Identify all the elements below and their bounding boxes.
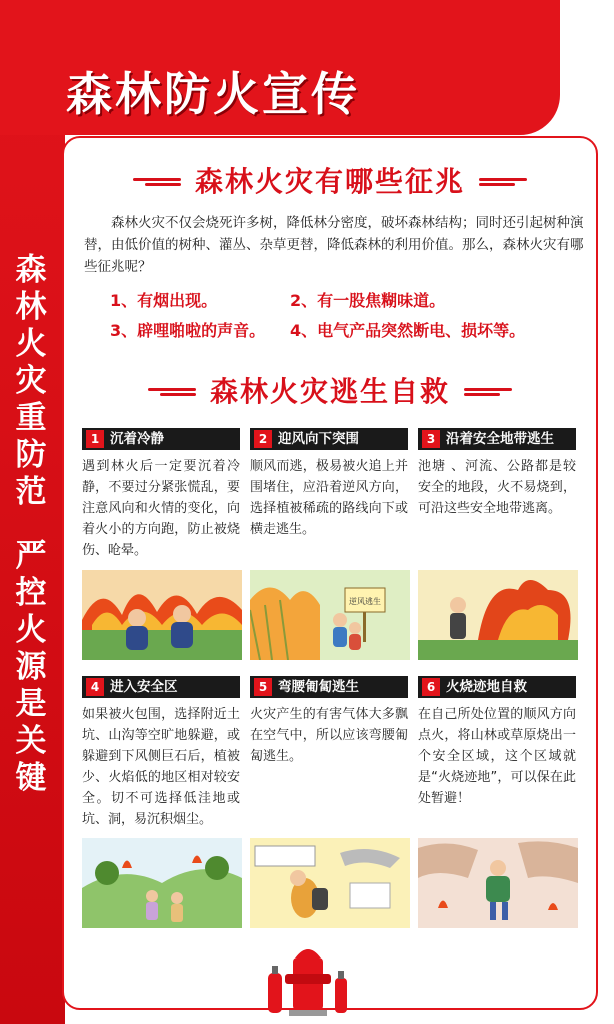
sign-item: 2、有一股焦糊味道。 xyxy=(290,291,446,310)
card-number: 2 xyxy=(254,430,272,448)
heading-deco-right xyxy=(464,386,512,400)
illustration-calm xyxy=(82,570,242,660)
illustration-safe-area xyxy=(82,838,242,928)
section2-heading xyxy=(64,370,596,410)
fire-hydrant-illustration xyxy=(263,938,353,1022)
card-header xyxy=(82,428,240,450)
card-text: 如果被火包围，选择附近土坑、山沟等空旷地躲避，或躲避到下风侧巨石后，植被少、火焰低的地区相对较安全。切不可选择低洼地或坑、洞，易沉积烟尘。 xyxy=(82,707,240,827)
card-title: 弯腰匍匐逃生 xyxy=(278,679,359,695)
sign-item: 3、辟哩啪啦的声音。 xyxy=(110,321,266,340)
illustration-safe-zone xyxy=(418,570,578,660)
content-panel xyxy=(62,136,598,1010)
escape-card-1 xyxy=(82,428,240,561)
side-slogan-1: 森林火灾重防范 xyxy=(15,252,47,510)
illustration-burnt-area xyxy=(418,838,578,928)
sign-item: 1、有烟出现。 xyxy=(110,291,218,310)
section1-intro: 森林火灾不仅会烧死许多树，降低林分密度，破坏森林结构；同时还引起树种演替，由低价值的树种、灌丛、杂草更替，降低森林的利用价值。那么，森林火灾有哪些征兆呢？ xyxy=(84,215,584,275)
card-title: 进入安全区 xyxy=(110,679,178,695)
card-text: 在自己所处位置的顺风方向点火，将山林或草原烧出一个安全区域，这个区域就是“火烧迹地”，可以保在此处暂避！ xyxy=(418,707,576,806)
hydrant-icon xyxy=(263,938,353,1018)
card-text: 池塘 、河流、公路都是较安全的地段，火不易烧到，可沿这些安全地带逃离。 xyxy=(418,459,576,516)
card-text: 顺风而逃，极易被火追上并围堵住，应沿着逆风方向，选择植被稀疏的路线向下或横走逃生。 xyxy=(250,459,408,537)
illustration-crawl xyxy=(250,838,410,928)
card-header xyxy=(82,676,240,698)
upwind-escape-illustration xyxy=(250,570,410,660)
card-text: 遇到林火后一定要沉着冷静，不要过分紧张慌乱，要注意风向和火情的变化，向着火小的方向跑，防止被烧伤、呛晕。 xyxy=(82,459,240,558)
sign-label: 逆风逃生 xyxy=(349,597,381,606)
card-header xyxy=(250,428,408,450)
hill-escape-illustration xyxy=(82,838,242,928)
fire-signs-list xyxy=(110,286,590,346)
heading-deco-left xyxy=(148,386,196,400)
card-number: 6 xyxy=(422,678,440,696)
escape-card-4 xyxy=(82,676,240,830)
sign-item: 4、电气产品突然断电、损坏等。 xyxy=(290,321,526,340)
card-text: 火灾产生的有害气体大多飘在空气中，所以应该弯腰匍匐逃生。 xyxy=(250,707,408,764)
heading-deco-left xyxy=(133,176,181,190)
left-red-band xyxy=(0,0,65,1024)
side-slogan-2: 严控火源是关键 xyxy=(15,538,47,796)
section2-title: 森林火灾逃生自救 xyxy=(209,375,450,408)
card-title: 沿着安全地带逃生 xyxy=(446,431,554,447)
card-header xyxy=(250,676,408,698)
illustration-upwind xyxy=(250,570,410,660)
section1-title: 森林火灾有哪些征兆 xyxy=(194,165,465,198)
card-number: 5 xyxy=(254,678,272,696)
escape-card-6 xyxy=(418,676,576,809)
forest-fire-illustration xyxy=(82,570,242,660)
crawl-escape-illustration xyxy=(250,838,410,928)
card-header xyxy=(418,428,576,450)
card-title: 迎风向下突围 xyxy=(278,431,359,447)
section1-heading xyxy=(64,160,596,200)
burnt-area-escape-illustration xyxy=(418,838,578,928)
card-title: 火烧迹地自救 xyxy=(446,679,527,695)
safe-zone-escape-illustration xyxy=(418,570,578,660)
card-number: 3 xyxy=(422,430,440,448)
heading-deco-right xyxy=(479,176,527,190)
card-header xyxy=(418,676,576,698)
card-number: 1 xyxy=(86,430,104,448)
card-number: 4 xyxy=(86,678,104,696)
escape-card-2 xyxy=(250,428,408,540)
escape-card-5 xyxy=(250,676,408,767)
signs-row xyxy=(110,316,590,346)
escape-card-3 xyxy=(418,428,576,519)
signs-row xyxy=(110,286,590,316)
card-title: 沉着冷静 xyxy=(110,431,164,447)
banner-title: 森林防火宣传 xyxy=(66,67,360,121)
